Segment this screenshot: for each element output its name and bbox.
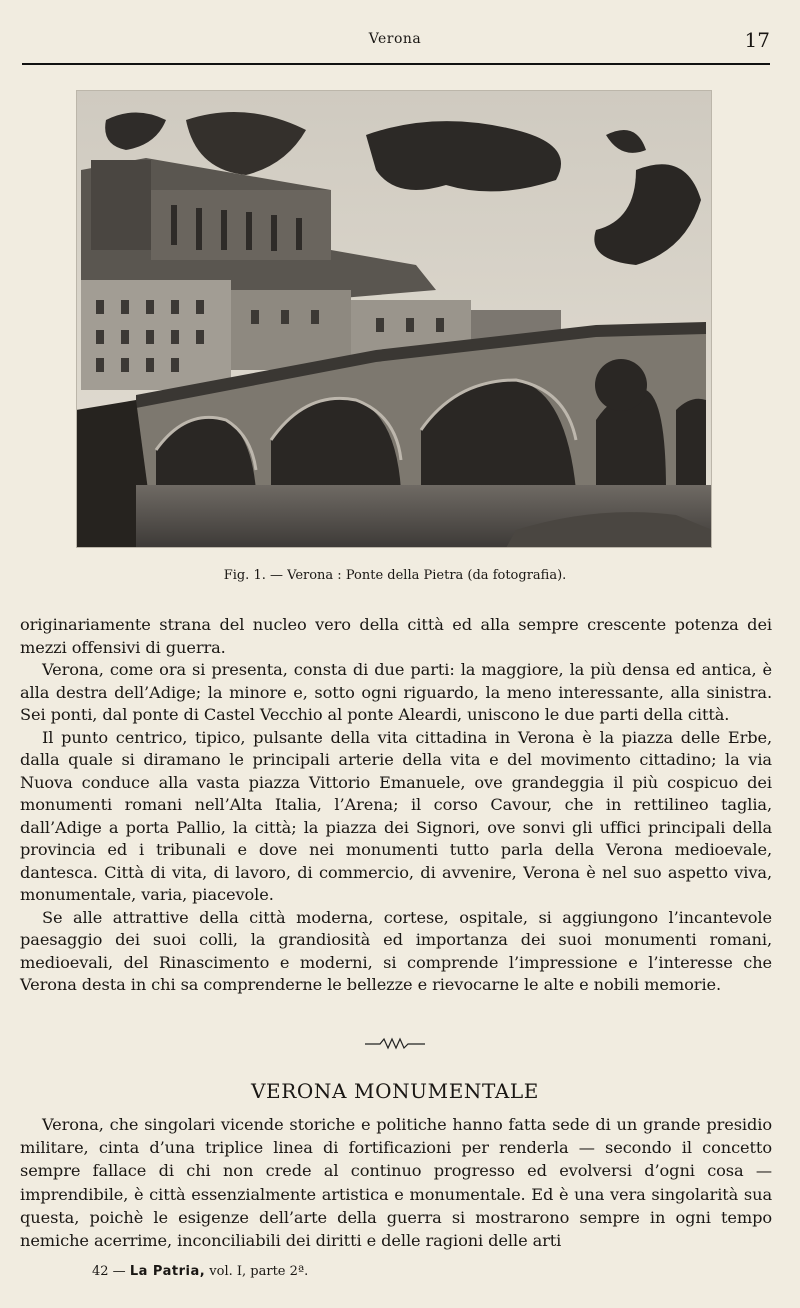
header-rule [22, 63, 770, 65]
paragraph: Verona, come ora si presenta, consta di due parti: la maggiore, la più densa ed antica, è alla destra dell’Adige; la minore e, sotto ogni riguardo, la meno interessante, alla sinistra. Sei ponti, dal ponte di Castel Vecchio al ponte Aleardi, uniscono le due parti della città. [20, 660, 772, 724]
paragraph: Se alle attrattive della città moderna, cortese, ospitale, si aggiungono l’incantevole paesaggio dei suoi colli, la grandiosità ed importanza dei suoi monumenti romani, medioevali, del Rinascimento e moderni, si comprende l’impressione e l’interesse che Verona desta in chi sa comprenderne le bellezze e rievocarne le alte e nobili memorie. [20, 907, 772, 994]
publication-title: La Patria, [129, 1264, 206, 1279]
volume-info: vol. I, parte 2ª. [209, 1264, 309, 1279]
figure-photograph [76, 90, 712, 548]
page-number: 17 [744, 28, 770, 52]
running-title: Verona [368, 31, 422, 47]
page-footer [92, 1264, 308, 1279]
signature-mark: 42 — [92, 1264, 126, 1279]
figure-caption: Fig. 1. — Verona : Ponte della Pietra (da fotografia). [223, 568, 567, 583]
paragraph: originariamente strana del nucleo vero della città ed alla sempre crescente potenza dei mezzi offensivi di guerra. [20, 615, 772, 657]
section-ornament [360, 1036, 430, 1052]
body-text [20, 614, 772, 997]
paragraph: Il punto centrico, tipico, pulsante della vita cittadina in Verona è la piazza delle Erbe, dalla quale si diramano le principali arterie della vita e del movimento cittadino; la via Nuova conduce alla vasta piazza Vittorio Emanuele, ove grandeggia il più cospicuo dei monumenti romani nell’Alta Italia, l’Arena; il corso Cavour, che in rettilineo taglia, dall’Adige a porta Pallio, la città; la piazza dei Signori, ove sonvi gli uffici principali della provincia ed i tribunali e dove nei monumenti tutto parla della Verona medioevale, dantesca. Città di vita, di lavoro, di commercio, di avvenire, Verona è nel suo aspetto viva, monumentale, varia, piacevole. [20, 727, 772, 904]
bridge-photograph [76, 90, 712, 548]
section-heading: VERONA MONUMENTALE [251, 1079, 539, 1103]
paragraph: Verona, che singolari vicende storiche e politiche hanno fatta sede di un grande presidio militare, cinta d’una triplice linea di fortificazioni per renderla — secondo il concetto sempre fallace di chi non crede al continuo progresso ed evolversi d’ogni cosa — imprendibile, è città essenzialmente artistica e monumentale. Ed è una vera singolarità sua questa, poichè le esigenze dell’arte della guerra si mostrarono sempre in ogni tempo nemiche acerrime, inconciliabili dei diritti e delle ragioni delle arti [20, 1115, 772, 1251]
section-text [20, 1113, 772, 1252]
